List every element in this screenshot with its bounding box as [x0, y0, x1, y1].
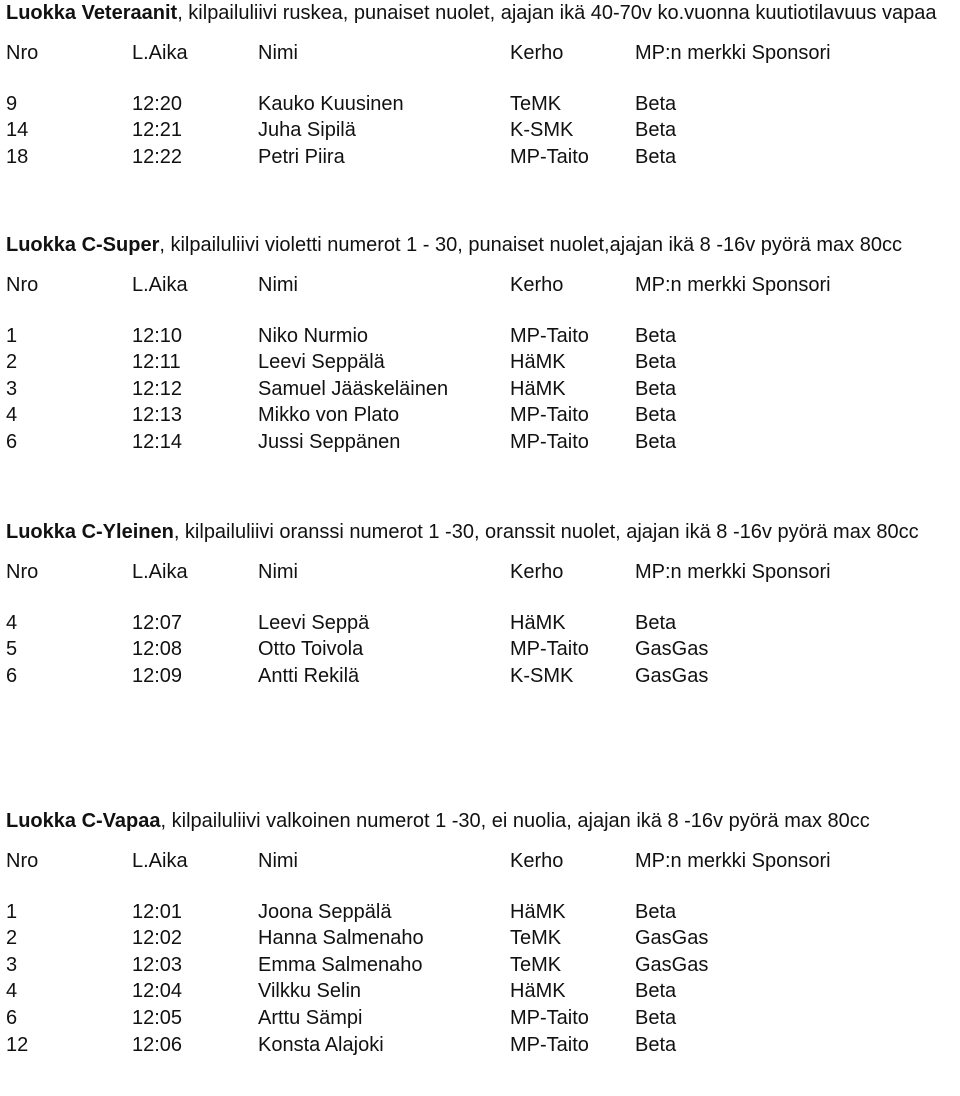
cell-name: Niko Nurmio [258, 324, 369, 347]
section-heading [6, 808, 960, 834]
col-brand-sponsor-header: MP:n merkki Sponsori [635, 42, 831, 64]
table-row [6, 1032, 960, 1059]
section-heading [6, 519, 960, 545]
table-row [6, 349, 960, 376]
col-time-header: L.Aika [132, 42, 188, 64]
cell-time: 12:10 [132, 324, 183, 347]
cell-time: 12:12 [132, 377, 183, 400]
cell-nro: 2 [6, 927, 18, 950]
cell-nro: 1 [6, 900, 18, 923]
cell-name: Mikko von Plato [258, 404, 400, 427]
cell-brand: Beta [635, 404, 677, 427]
table-row [6, 636, 960, 663]
col-time-header: L.Aika [132, 274, 188, 296]
cell-brand: GasGas [635, 927, 709, 950]
column-header-row [6, 40, 960, 67]
section-heading [6, 232, 960, 258]
cell-club: HäMK [510, 351, 566, 374]
cell-brand: Beta [635, 1006, 677, 1029]
col-brand-sponsor-header: MP:n merkki Sponsori [635, 850, 831, 872]
cell-time: 12:20 [132, 92, 183, 115]
cell-time: 12:13 [132, 404, 183, 427]
cell-brand: Beta [635, 119, 677, 142]
cell-nro: 6 [6, 664, 18, 687]
cell-club: TeMK [510, 927, 562, 950]
cell-club: MP-Taito [510, 430, 589, 453]
cell-name: Samuel Jääskeläinen [258, 377, 449, 400]
col-club-header: Kerho [510, 850, 564, 872]
table-row [6, 899, 960, 926]
cell-brand: Beta [635, 145, 677, 168]
table-row [6, 402, 960, 429]
col-nro-header: Nro [6, 42, 39, 64]
cell-time: 12:05 [132, 1006, 183, 1029]
cell-time: 12:14 [132, 430, 183, 453]
col-nro-header: Nro [6, 561, 39, 583]
cell-nro: 5 [6, 638, 18, 661]
table-row [6, 1005, 960, 1032]
cell-time: 12:08 [132, 638, 183, 661]
cell-nro: 3 [6, 377, 18, 400]
table-row [6, 663, 960, 690]
cell-club: MP-Taito [510, 1006, 589, 1029]
section-veteraanit [6, 0, 960, 170]
col-time-header: L.Aika [132, 561, 188, 583]
cell-name: Hanna Salmenaho [258, 927, 424, 950]
cell-name: Juha Sipilä [258, 119, 356, 142]
section-title: Luokka C-Super [6, 234, 160, 256]
cell-club: K-SMK [510, 664, 574, 687]
cell-name: Jussi Seppänen [258, 430, 401, 453]
cell-time: 12:21 [132, 119, 183, 142]
cell-time: 12:01 [132, 900, 183, 923]
cell-brand: Beta [635, 430, 677, 453]
table-row [6, 91, 960, 118]
section-title: Luokka C-Yleinen [6, 521, 174, 543]
cell-club: MP-Taito [510, 1033, 589, 1056]
col-name-header: Nimi [258, 561, 298, 583]
cell-name: Joona Seppälä [258, 900, 392, 923]
cell-nro: 12 [6, 1033, 29, 1056]
cell-brand: GasGas [635, 953, 709, 976]
cell-club: TeMK [510, 92, 562, 115]
cell-club: HäMK [510, 377, 566, 400]
cell-nro: 3 [6, 953, 18, 976]
cell-brand: Beta [635, 900, 677, 923]
col-club-header: Kerho [510, 42, 564, 64]
cell-time: 12:22 [132, 145, 183, 168]
cell-name: Kauko Kuusinen [258, 92, 404, 115]
section-description: , kilpailuliivi oranssi numerot 1 -30, oranssit nuolet, ajajan ikä 8 -16v pyörä max 80cc [173, 521, 919, 543]
cell-name: Antti Rekilä [258, 664, 360, 687]
cell-club: MP-Taito [510, 145, 589, 168]
section-description: , kilpailuliivi valkoinen numerot 1 -30, ei nuolia, ajajan ikä 8 -16v pyörä max 80cc [160, 810, 870, 832]
table-row [6, 952, 960, 979]
col-name-header: Nimi [258, 42, 298, 64]
table-row [6, 978, 960, 1005]
cell-name: Emma Salmenaho [258, 953, 423, 976]
column-header-row [6, 559, 960, 586]
column-header-row [6, 848, 960, 875]
section-c-super [6, 232, 960, 456]
cell-time: 12:04 [132, 980, 183, 1003]
col-name-header: Nimi [258, 274, 298, 296]
cell-nro: 14 [6, 119, 29, 142]
cell-club: MP-Taito [510, 404, 589, 427]
table-row [6, 144, 960, 171]
cell-name: Vilkku Selin [258, 980, 362, 1003]
cell-nro: 6 [6, 1006, 18, 1029]
cell-name: Leevi Seppälä [258, 351, 385, 374]
section-heading [6, 0, 960, 26]
col-name-header: Nimi [258, 850, 298, 872]
cell-nro: 4 [6, 980, 18, 1003]
cell-club: MP-Taito [510, 638, 589, 661]
cell-brand: Beta [635, 324, 677, 347]
cell-nro: 9 [6, 92, 18, 115]
cell-nro: 18 [6, 145, 29, 168]
col-club-header: Kerho [510, 561, 564, 583]
cell-name: Petri Piira [258, 145, 345, 168]
section-c-yleinen [6, 519, 960, 689]
cell-nro: 6 [6, 430, 18, 453]
col-time-header: L.Aika [132, 850, 188, 872]
cell-time: 12:03 [132, 953, 183, 976]
table-row [6, 323, 960, 350]
table-row [6, 429, 960, 456]
cell-nro: 4 [6, 404, 18, 427]
column-header-row [6, 272, 960, 299]
cell-brand: GasGas [635, 664, 709, 687]
table-row [6, 925, 960, 952]
cell-time: 12:06 [132, 1033, 183, 1056]
cell-brand: Beta [635, 351, 677, 374]
table-row [6, 117, 960, 144]
cell-nro: 4 [6, 611, 18, 634]
col-nro-header: Nro [6, 850, 39, 872]
cell-brand: GasGas [635, 638, 709, 661]
cell-club: MP-Taito [510, 324, 589, 347]
cell-name: Otto Toivola [258, 638, 364, 661]
cell-time: 12:09 [132, 664, 183, 687]
section-title: Luokka C-Vapaa [6, 810, 161, 832]
table-row [6, 610, 960, 637]
col-brand-sponsor-header: MP:n merkki Sponsori [635, 561, 831, 583]
cell-time: 12:07 [132, 611, 183, 634]
cell-club: HäMK [510, 900, 566, 923]
cell-time: 12:02 [132, 927, 183, 950]
cell-name: Konsta Alajoki [258, 1033, 384, 1056]
cell-club: HäMK [510, 980, 566, 1003]
cell-club: HäMK [510, 611, 566, 634]
cell-brand: Beta [635, 92, 677, 115]
cell-nro: 1 [6, 324, 18, 347]
col-nro-header: Nro [6, 274, 39, 296]
cell-time: 12:11 [132, 351, 181, 374]
cell-brand: Beta [635, 377, 677, 400]
cell-brand: Beta [635, 611, 677, 634]
cell-brand: Beta [635, 1033, 677, 1056]
col-club-header: Kerho [510, 274, 564, 296]
cell-brand: Beta [635, 980, 677, 1003]
col-brand-sponsor-header: MP:n merkki Sponsori [635, 274, 831, 296]
section-description: , kilpailuliivi ruskea, punaiset nuolet, ajajan ikä 40-70v ko.vuonna kuutiotilavuus vapaa [177, 2, 937, 24]
section-description: , kilpailuliivi violetti numerot 1 - 30, punaiset nuolet,ajajan ikä 8 -16v pyörä max 80cc [159, 234, 902, 256]
cell-club: K-SMK [510, 119, 574, 142]
cell-name: Arttu Sämpi [258, 1006, 363, 1029]
cell-name: Leevi Seppä [258, 611, 370, 634]
table-row [6, 376, 960, 403]
cell-nro: 2 [6, 351, 18, 374]
cell-club: TeMK [510, 953, 562, 976]
section-c-vapaa [6, 808, 960, 1058]
section-title: Luokka Veteraanit [6, 2, 178, 24]
